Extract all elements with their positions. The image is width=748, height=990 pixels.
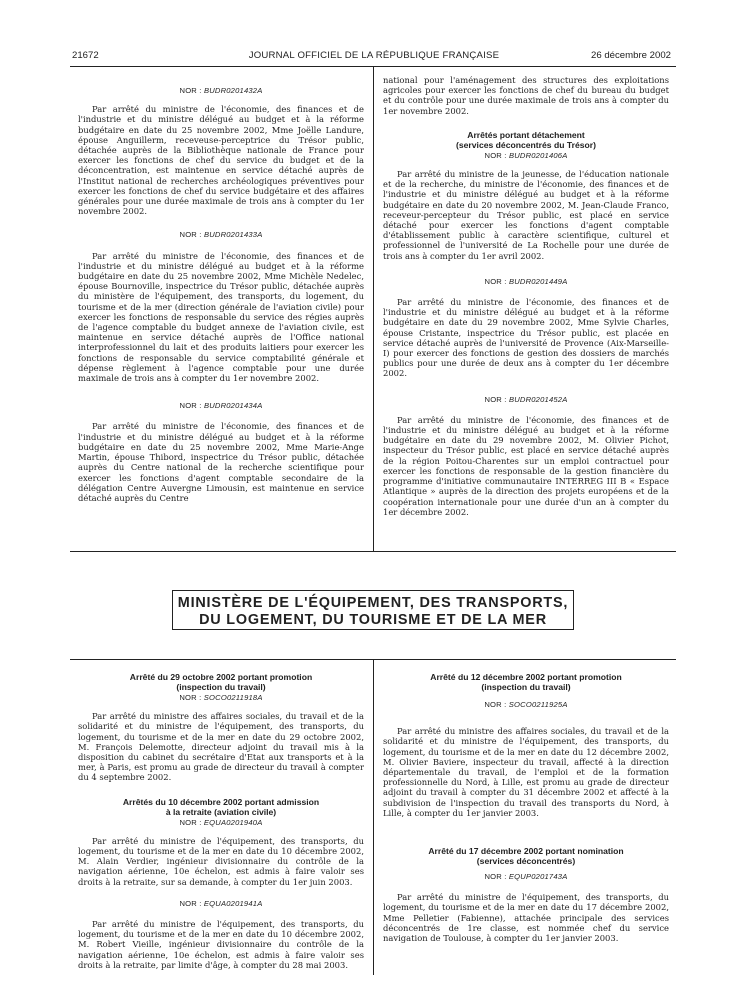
decree-title: Arrêté du 12 décembre 2002 portant promotion (430, 672, 622, 682)
decree-paragraph: Par arrêté du ministre de l'équipement, des transports, du logement, du tourisme et de la mer en date du 17 décembre 2002, Mme Pelletier (Fabienne), attachée principale des services déconcentrés de 1re classe, est nommée chef du service navigation de Toulouse, à compter du 1er janvier 2003. (383, 892, 669, 944)
ministry-heading-box (172, 590, 574, 630)
continued-paragraph: national pour l'aménagement des structures des exploitations agricoles pour exercer les fonctions de chef du bureau du budget et du contrôle pour une durée maximale de trois ans à compter du 1er novembre 2002. (383, 75, 669, 116)
right-column-bottom (383, 672, 669, 943)
issue-date: 26 décembre 2002 (590, 50, 671, 61)
decree-title: Arrêté du 29 octobre 2002 portant promotion (129, 672, 313, 682)
column-divider-top (373, 67, 374, 551)
page-header (0, 50, 748, 64)
decree-title: Arrêté du 17 décembre 2002 portant nomination (428, 846, 624, 857)
decree-paragraph: Par arrêté du ministre de l'économie, des finances et de l'industrie et du ministre délégué au budget et à la réforme budgétaire en date du 25 novembre 2002, Mme Marie-Ange Martin, épouse Thibord, inspectrice du Trésor public, détachée auprès du Centre national de la recherche scientifique pour exercer les fonctions d'agent comptable secondaire de la délégation Centre Auvergne Limousin, est maintenue en service détaché auprès du Centre (78, 421, 364, 503)
decree-subtitle: (services déconcentrés) (476, 856, 576, 867)
decree-paragraph: Par arrêté du ministre de la jeunesse, de l'éducation nationale et de la recherche, du ministre de l'économie, des finances et de l'industrie et du ministre délégué au budget et à la réforme budgétaire en date du 20 novembre 2002, M. Jean-Claude Franco, receveur-percepteur du Trésor public, est placé en service détaché pour exercer les fonctions d'agent comptable d'établissement public à caractère scientifique, culturel et professionnel de l'université de La Rochelle pour une durée de trois ans à compter du 1er avril 2002. (383, 169, 669, 261)
left-column-top (78, 85, 364, 503)
journal-title: JOURNAL OFFICIEL DE LA RÉPUBLIQUE FRANÇAISE (248, 50, 500, 61)
nor-reference: NOR : BUDR0201449A (484, 276, 568, 286)
nor-reference: NOR : BUDR0201433A (179, 230, 263, 240)
nor-reference: NOR : BUDR0201432A (179, 86, 263, 95)
nor-reference: NOR : EQUP0201743A (484, 872, 568, 882)
decree-paragraph: Par arrêté du ministre des affaires sociales, du travail et de la solidarité et du ministre de l'équipement, des transports, du logement, du tourisme et de la mer en date du 12 décembre 2002, M. Olivier Baviere, inspecteur du travail, affecté à la direction départementale du travail, de l'emploi et de la formation professionnelle du Nord, à Lille, est promu au grade de directeur adjoint du travail à compter du 31 décembre 2002 et affecté à la subdivision de l'inspection du travail des transports du Nord, à Lille, à compter du 1er janvier 2003. (383, 726, 669, 818)
decree-title: Arrêtés du 10 décembre 2002 portant admission (122, 796, 320, 807)
section-subtitle: (services déconcentrés du Trésor) (456, 139, 596, 150)
decree-paragraph: Par arrêté du ministre de l'économie, des finances et de l'industrie et du ministre délégué au budget et à la réforme budgétaire en date du 25 novembre 2002, Mme Michèle Nedelec, épouse Bournoville, inspectrice du Trésor public, détachée auprès du ministère de l'équipement, des transports, du logement, du tourisme et de la mer (direction générale de l'aviation civile) pour exercer les fonctions de responsable du service des régies auprès de l'agence comptable du budget annexe de l'aviation civile, est maintenue en service détaché auprès de l'Office national interprofessionnel du lait et des produits laitiers pour exercer les fonctions de responsable du service comptabilité générale et dépense règlement à l'agence comptable pour une durée maximale de trois ans à compter du 1er novembre 2002. (78, 250, 364, 384)
decree-subtitle: (inspection du travail) (176, 682, 266, 692)
ministry-name-line-1: MINISTÈRE DE L'ÉQUIPEMENT, DES TRANSPORTS, (177, 595, 569, 611)
nor-reference: NOR : BUDR0201452A (484, 394, 568, 404)
left-column-bottom (78, 672, 364, 970)
decree-paragraph: Par arrêté du ministre de l'équipement, des transports, du logement, du tourisme et de la mer en date du 10 décembre 2002, M. Alain Verdier, ingénieur divisionnaire du contrôle de la navigation aérienne, 10e échelon, est admis à faire valoir ses droits à la retraite, sur sa demande, à compter du 1er juin 2003. (78, 835, 364, 887)
nor-reference: NOR : SOCO0211925A (484, 700, 568, 709)
nor-reference: NOR : EQUA0201940A (179, 817, 263, 827)
decree-paragraph: Par arrêté du ministre de l'équipement, des transports, du logement, du tourisme et de la mer en date du 10 décembre 2002, M. Robert Vieille, ingénieur divisionnaire du contrôle de la navigation aérienne, 10e échelon, est admis à faire valoir ses droits à la retraite, par limite d'âge, à compter du 28 mai 2003. (78, 919, 364, 970)
decree-subtitle: à la retraite (aviation civile) (165, 806, 277, 817)
decree-paragraph: Par arrêté du ministre de l'économie, des finances et de l'industrie et du ministre délégué au budget et à la réforme budgétaire en date du 29 novembre 2002, Mme Sylvie Charles, épouse Cristante, inspectrice du Trésor public, est placée en service détaché auprès de l'université de Provence (Aix-Marseille-I) pour exercer des fonctions de gestion des dossiers de marchés publics pour une durée de deux ans à compter du 1er décembre 2002. (383, 297, 669, 379)
section-title: Arrêtés portant détachement (467, 129, 585, 140)
nor-reference: NOR : BUDR0201406A (484, 150, 568, 160)
decree-subtitle: (inspection du travail) (481, 682, 571, 692)
decree-paragraph: Par arrêté du ministre de l'économie, des finances et de l'industrie et du ministre délégué au budget et à la réforme budgétaire en date du 25 novembre 2002, Mme Joëlle Landure, épouse Anguillerm, receveuse-perceptrice du Trésor public, détachée auprès de la Bibliothèque nationale de France pour exercer les fonctions de chef du service du budget et de la déconcentration, est maintenue en service détaché auprès de l'Institut national de recherches archéologiques préventives pour exercer les fonctions de chef du service budgétaire et des affaires générales pour une durée maximale de trois ans à compter du 1er novembre 2002. (78, 104, 364, 217)
column-divider-bottom (373, 660, 374, 975)
nor-reference: NOR : EQUA0201941A (179, 898, 263, 908)
nor-reference: NOR : SOCO0211918A (179, 693, 263, 702)
page-number: 21672 (72, 50, 99, 61)
ministry-name-line-2: DU LOGEMENT, DU TOURISME ET DE LA MER (199, 612, 547, 628)
right-column-top (383, 75, 669, 517)
decree-paragraph: Par arrêté du ministre de l'économie, des finances et de l'industrie et du ministre délégué au budget et à la réforme budgétaire en date du 29 novembre 2002, M. Olivier Pichot, inspecteur du Trésor public, est placé en service détaché auprès de la région Poitou-Charentes sur un emploi contractuel pour exercer les fonctions de responsable de la gestion financière du programme d'initiative communautaire INTERREG III B « Espace Atlantique » auprès de la direction des projets européens et de la coopération internationale pour une durée d'un an à compter du 1er décembre 2002. (383, 414, 669, 517)
nor-reference: NOR : BUDR0201434A (179, 401, 263, 411)
decree-paragraph: Par arrêté du ministre des affaires sociales, du travail et de la solidarité et du ministre de l'équipement, des transports, du logement, du tourisme et de la mer en date du 29 octobre 2002, M. François Delemotte, directeur adjoint du travail mis à la disposition du cabinet du secrétaire d'Etat aux transports et à la mer, à Paris, est promu au grade de directeur du travail à compter du 4 septembre 2002. (78, 711, 364, 783)
section-rule (70, 551, 676, 552)
